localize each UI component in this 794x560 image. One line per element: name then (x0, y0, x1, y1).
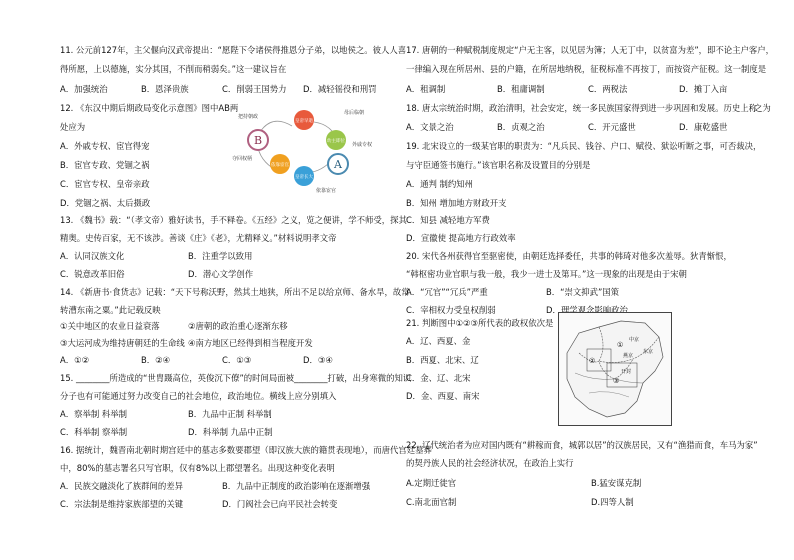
diagram-label-1: 把持朝政 (238, 114, 259, 120)
q15-option-a: A．察举制 科举制 (60, 409, 128, 419)
q17-stem-line1: 17. 唐朝的一种赋税制度规定“户无主客，以见居为簿；人无丁中，以贫富为差”，即不论主户客户， (406, 45, 775, 55)
map-label-3: ③ (613, 377, 620, 385)
q19-stem-line2: 与守臣通签书施行。”该官职名称及设置目的分别是 (406, 160, 591, 170)
map-label-yanjing: 燕京 (623, 353, 634, 359)
q22-option-a: A.定期迁徙官 (406, 478, 457, 488)
q14-statement-2: ②唐朝的政治重心逐渐东移 (188, 321, 288, 331)
q14-statement-4: ④南方地区已经得到相当程度开发 (188, 338, 313, 348)
q16-stem-line2: 中，80%的墓志署名只写官职，仅有8%以上郡望署名。出现这种变化表明 (60, 463, 335, 473)
political-change-diagram (232, 104, 392, 194)
q12-option-d: D．党锢之祸、太后摄政 (60, 198, 151, 208)
q16-stem-line1: 16. 据统计，魏晋南北朝时期宫廷中的墓志多数要郡望（即汉族大族的籍贯表现地），而唐代宫廷墓葬 (60, 445, 432, 455)
diagram-label-9: 依靠宦官 (316, 188, 337, 194)
map-label-1: ① (617, 341, 624, 349)
q22-option-d: D.四等人制 (591, 497, 634, 507)
q17-option-b: B．租庸调制 (497, 84, 545, 94)
q18-stem-line2: 之为 (754, 103, 771, 113)
q19-stem-line1: 19. 北宋设立的一级某官职的职责为：“凡兵民、钱谷、户口、赋役、狱讼听断之事，可否裁决， (406, 141, 762, 151)
q16-option-d: D．门阀社会已向平民社会转变 (222, 499, 338, 509)
q21-option-a: A．辽、西夏、金 (406, 336, 471, 346)
q12-option-a: A．外戚专权、宦官得宠 (60, 141, 150, 151)
q15-option-d: D．科举制 九品中正制 (188, 427, 273, 437)
q16-option-c: C．宗法制是维持家族部望的关键 (60, 499, 184, 509)
q11-option-a: A．加强统治 (60, 84, 108, 94)
q19-option-a: A．通判 制约知州 (406, 179, 474, 189)
q18-option-d: D．康乾盛世 (679, 122, 728, 132)
diagram-label-6: 夺回权柄 (232, 156, 253, 162)
q12-option-c: C．宦官专权、皇帝亲政 (60, 179, 150, 189)
q13-option-c: C．锐意改革旧俗 (60, 269, 125, 279)
q18-option-b: B．贞观之治 (497, 122, 545, 132)
q20-option-c: C．宰相权力受皇权削弱 (406, 305, 496, 315)
q12-stem-line2: 处应为 (60, 122, 86, 132)
q14-statement-3: ③大运河成为维持唐朝廷的生命线 (60, 338, 185, 348)
q11-option-d: D．减轻徭役和刑罚 (303, 84, 377, 94)
q18-stem-line1: 18. 唐太宗统治时期，政治清明，社会安定，统一多民族国家得到进一步巩固和发展。历史上称 (406, 103, 757, 113)
q13-stem-line2: 精奥。史传百家，无不该涉。善谈《庄》《老》，尤精释义。”材料说明孝文帝 (60, 233, 337, 243)
q14-option-d: D．③④ (303, 355, 333, 365)
q22-stem-line1: 22. 辽代统治者为应对国内既有“耕稼而食，城郭以居”的汉族居民，又有“渔猎而食，车马为家” (406, 440, 758, 450)
q19-option-b: B．知州 增加地方财政开支 (406, 198, 507, 208)
q12-option-b: B．宦官专政、党锢之祸 (60, 160, 150, 170)
q17-option-a: A．租调制 (406, 84, 446, 94)
q13-stem-line1: 13. 《魏书》载：“（孝文帝）雅好读书，手不释卷。《五经》之义，览之便讲，学不师受，探其 (60, 215, 407, 225)
q21-option-d: D．金、西夏、南宋 (406, 391, 480, 401)
map-label-kaifeng: 开封 (621, 369, 632, 375)
q20-option-a: A．“冗官”“冗兵”严重 (406, 287, 488, 297)
diagram-label-5: 外戚专权 (352, 142, 373, 148)
q15-option-b: B．九品中正制 科举制 (188, 409, 272, 419)
q14-option-a: A．①② (60, 355, 90, 365)
q19-option-d: D．宣徽使 提高地方行政效率 (406, 233, 516, 243)
q13-option-b: B．注重学以致用 (188, 251, 253, 261)
q20-stem-line2: “韩枢密功业官职与我一般，我少一进士及第耳。”这一现象的出现是由于宋朝 (406, 269, 687, 279)
q12-stem-line1: 12. 《东汉中期后期政局变化示意图》图中AB两 (60, 103, 239, 113)
q13-option-a: A．认同汉族文化 (60, 251, 125, 261)
q15-option-c: C．科举制 察举制 (60, 427, 128, 437)
q14-stem-line1: 14. 《新唐书·食货志》记载：“天下号称沃野，然其土地狭，所出不足以给京师、备水旱，故常 (60, 287, 410, 297)
diagram-label-7: 依靠宦官 (271, 163, 289, 168)
map-label-dongjing: 东京 (643, 349, 654, 355)
q14-option-b: B．②④ (141, 355, 171, 365)
q16-option-b: B．九品中正制度的政治影响在逐渐增强 (222, 481, 371, 491)
diagram-label-3: 母后临朝 (344, 110, 365, 116)
q15-stem-line1: 15. ________所造成的“世胄蹑高位，英俊沉下僚”的时间局面被________打破，出身寒微的知识 (60, 373, 412, 383)
q22-option-c: C.南北面官制 (406, 497, 457, 507)
node-b-label: B (253, 134, 263, 147)
q11-option-c: C．削弱王国势力 (222, 84, 287, 94)
q21-stem: 21. 判断图中①②③所代表的政权依次是 (406, 318, 554, 328)
map-label-2: ② (589, 357, 596, 365)
q14-option-c: C．①③ (222, 355, 252, 365)
q17-option-d: D．摊丁入亩 (679, 84, 728, 94)
q18-option-a: A．文景之治 (406, 122, 454, 132)
diagram-label-2: 皇帝早逝 (295, 119, 313, 124)
q22-option-b: B.猛安谋克制 (591, 478, 642, 488)
node-a-label: A (334, 158, 342, 171)
q19-option-c: C．知县 减轻地方军费 (406, 215, 490, 225)
q17-stem-line2: 一律编入现在所居州、县的户籍，在所居地纳税，征税标准不再按丁，而按资产征税。这一制度是 (406, 64, 767, 74)
q16-option-a: A．民族交融淡化了族群间的差异 (60, 481, 183, 491)
diagram-label-4: 幼主即位 (327, 139, 345, 144)
q20-option-b: B．“崇文抑武”国策 (546, 287, 620, 297)
q11-option-b: B．恩泽贵族 (141, 84, 189, 94)
q15-stem-line2: 分子也有可能通过努力改变自己的社会地位，政治地位。横线上应分别填入 (60, 391, 337, 401)
q22-stem-line2: 的契丹族人民的社会经济状况，在政治上实行 (406, 458, 574, 468)
q18-option-c: C．开元盛世 (588, 122, 636, 132)
q17-option-c: C．两税法 (588, 84, 628, 94)
song-liao-xia-map (558, 312, 672, 426)
q11-stem-line2: 得所愿，上以德施，实分其国，不削而稍弱矣。”这一建议旨在 (60, 64, 287, 74)
q20-option-d: D．理学观念影响政治 (546, 305, 628, 315)
q11-stem-line1: 11. 公元前127年，主父偃向汉武帝提出：“愿陛下令诸侯得推恩分子弟，以地侯之。彼人人喜 (60, 45, 407, 55)
map-label-zhongjing: 中京 (629, 337, 640, 343)
diagram-label-8: 皇帝长大 (295, 175, 313, 180)
q14-statement-1: ①关中地区的农业日益衰落 (60, 321, 160, 331)
q14-stem-line2: 转漕东南之粟。”此记载反映 (60, 305, 161, 315)
q21-option-b: B．西夏、北宋、辽 (406, 355, 479, 365)
q13-option-d: D．潜心文学创作 (188, 269, 254, 279)
q21-option-c: C．金、辽、北宋 (406, 373, 471, 383)
q20-stem-line1: 20. 宋代各州获得官至驱密使，由朝廷选择委任，共事的韩琦对他多次羞辱。狄青惭恨， (406, 251, 732, 261)
